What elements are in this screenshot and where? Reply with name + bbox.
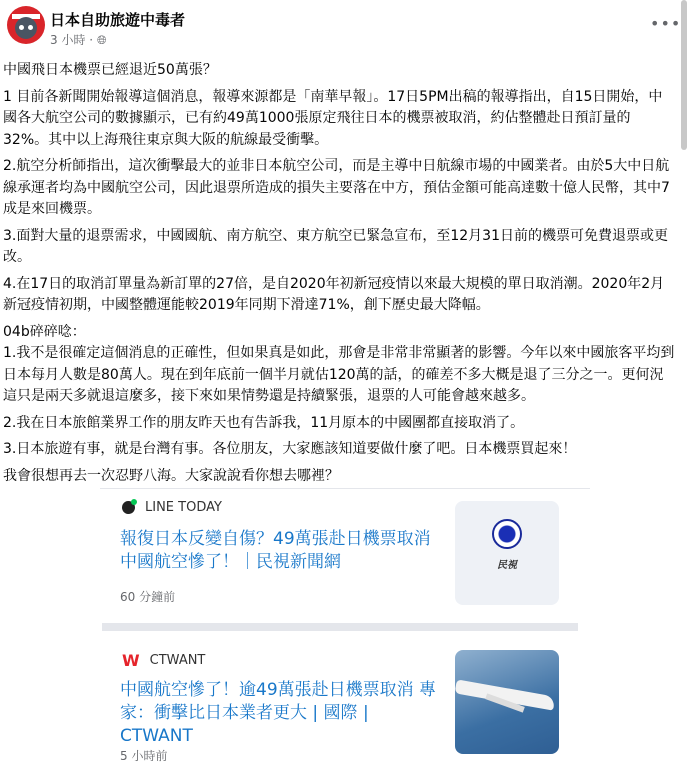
link-source-name: LINE TODAY: [145, 500, 222, 515]
link-source-name: CTWANT: [149, 653, 206, 668]
line-today-logo-icon: [122, 501, 135, 514]
post-paragraph: 中國飛日本機票已經退近50萬張？: [3, 62, 217, 78]
link-thumbnail-airplane[interactable]: [455, 650, 559, 754]
link-card-line-today[interactable]: [102, 490, 578, 620]
link-source: [122, 500, 222, 515]
post-paragraph: 1.我不是很確定這個消息的正確性，但如果真是如此，那會是非常非常顯著的影響。今年以來中國旅客平均到日本每月人數是80萬人。現在到年底前一個半月就估120萬的話，的確差不多大概是退了三分之一。更何況這只是兩天多就退這麼多，接下來如果情勢還是持續緊張，退票的人可能會越來越多。: [3, 345, 675, 404]
scrollbar[interactable]: [681, 0, 687, 150]
meta-separator: ·: [89, 33, 94, 47]
link-time: 5 小時前: [120, 749, 168, 763]
post-paragraph: 04b碎碎唸：: [3, 323, 86, 340]
ftv-eye-logo-icon: [492, 519, 522, 549]
author-name[interactable]: 日本自助旅遊中毒者: [50, 11, 186, 29]
post-paragraph: 3.日本旅遊有事，就是台灣有事。各位朋友，大家應該知道要做什麼了吧。日本機票買起來！: [3, 441, 577, 457]
more-options-icon[interactable]: •••: [650, 14, 682, 33]
card-separator: [102, 623, 578, 631]
post-paragraph: 3.面對大量的退票需求，中國國航、南方航空、東方航空已緊急宣布，至12月31日前的機票可免費退票或更改。: [3, 227, 668, 265]
link-thumbnail[interactable]: [455, 501, 559, 605]
page-avatar[interactable]: [7, 6, 45, 44]
post-meta: [50, 31, 107, 48]
link-title[interactable]: 報復日本反變自傷？49萬張赴日機票取消中國航空慘了！｜民視新聞網: [120, 529, 431, 572]
post-body: [3, 60, 675, 492]
link-card-ctwant[interactable]: [102, 640, 578, 773]
link-source: [122, 651, 205, 670]
post-paragraph: 1 目前各新聞開始報導這個消息，報導來源都是「南華早報」。17日5PM出稿的報導指出，自15日開始，中國各大航空公司的數據顯示，已有約49萬1000張原定飛往日本的機票被取消，約佔整體赴日預訂量的32%。其中以上海飛往東京與大阪的航線最受衝擊。: [3, 88, 663, 148]
link-time: 60 分鐘前: [120, 590, 176, 604]
thumb-logo-text: 民視: [497, 560, 517, 571]
globe-icon: 🌐︎: [96, 33, 107, 47]
avatar-eye: [19, 25, 24, 30]
avatar-eye: [28, 25, 33, 30]
post-paragraph: 我會很想再去一次忍野八海。大家說說看你想去哪裡？: [3, 467, 339, 484]
divider: [100, 488, 590, 489]
post-time[interactable]: 3 小時: [50, 33, 86, 47]
post-paragraph: 4.在17日的取消訂單量為新訂單的27倍，是自2020年初新冠疫情以來最大規模的單日取消潮。2020年2月新冠疫情初期，中國整體運能較2019年同期下滑達71%，創下歷史最大降幅。: [3, 275, 665, 313]
post-paragraph: 2.航空分析師指出，這次衝擊最大的並非日本航空公司，而是主導中日航線市場的中國業者。由於5大中日航線承運者均為中國航空公司，因此退票所造成的損失主要落在中方，預估金額可能高達數十億人民幣，其中7成是來回機票。: [3, 158, 670, 217]
avatar-mascot: [15, 17, 37, 39]
link-title[interactable]: 中國航空慘了！逾49萬張赴日機票取消 專家：衝擊比日本業者更大 | 國際 | CTWANT: [120, 680, 437, 746]
post-paragraph: 2.我在日本旅館業界工作的朋友昨天也有告訴我，11月原本的中國團都直接取消了。: [3, 414, 525, 431]
ctwant-logo-icon: W: [122, 651, 140, 670]
